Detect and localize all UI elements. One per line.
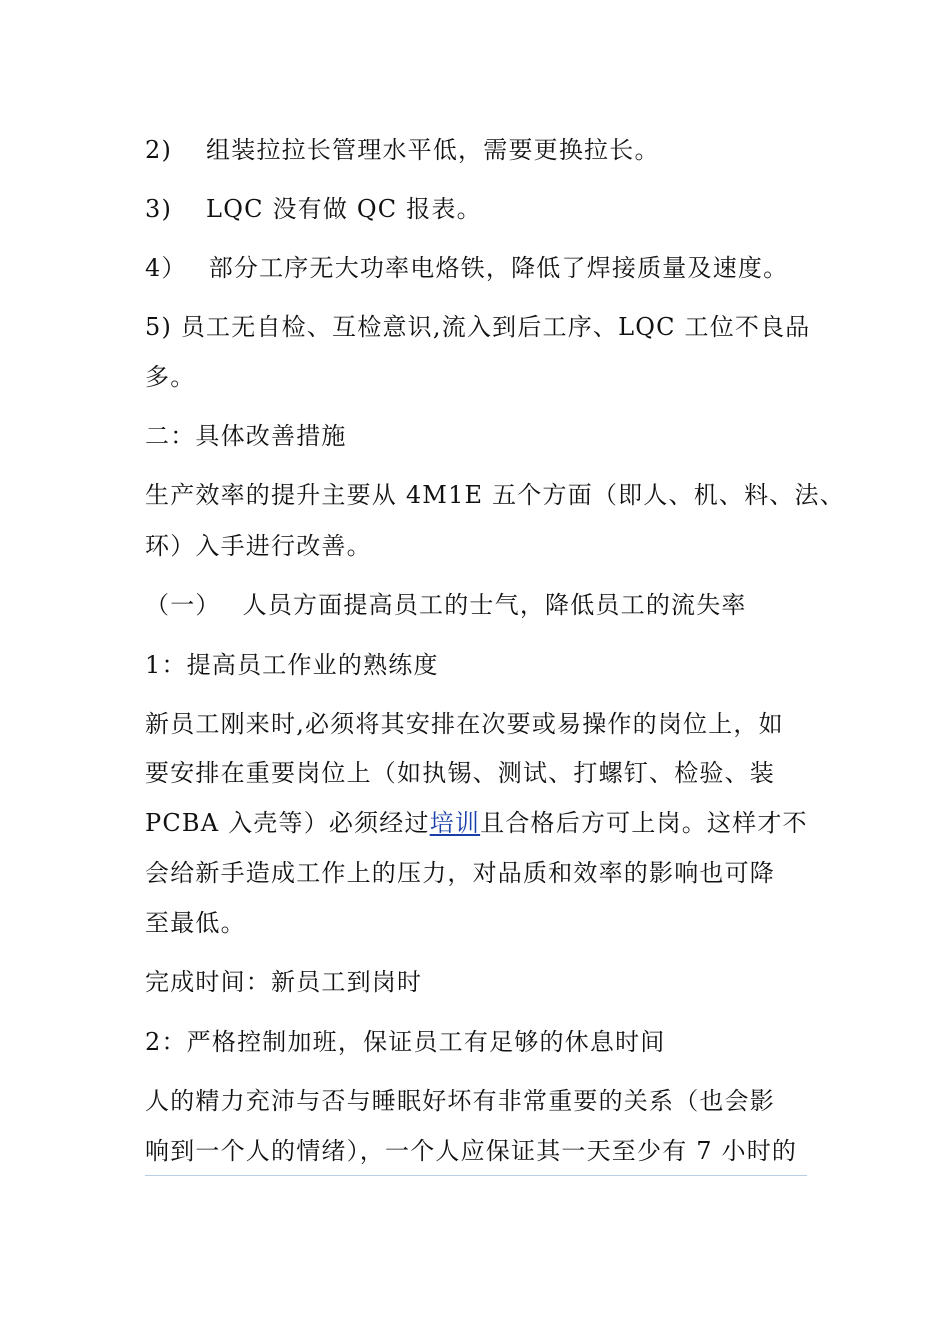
section-heading: 二：具体改善措施 (145, 422, 347, 450)
list-item-3: 3) LQC 没有做 QC 报表。 (145, 195, 482, 223)
point-1-body-line-3-after: 且合格后方可上岗。这样才不 (480, 809, 808, 837)
section-intro-line-2: 环）入手进行改善。 (145, 532, 372, 560)
point-2-body-line-2: 响到一个人的情绪），一个人应保证其一天至少有 7 小时的 (145, 1137, 798, 1165)
point-1-title: 1：提高员工作业的熟练度 (145, 651, 439, 679)
list-item-4: 4） 部分工序无大功率电烙铁，降低了焊接质量及速度。 (145, 254, 789, 282)
point-1-body-line-4: 会给新手造成工作上的压力，对品质和效率的影响也可降 (145, 859, 775, 887)
subsection-heading: （一） 人员方面提高员工的士气，降低员工的流失率 (145, 591, 747, 619)
point-1-completion-time: 完成时间：新员工到岗时 (145, 968, 423, 996)
list-item-5-line-1: 5) 员工无自检、互检意识,流入到后工序、LQC 工位不良品 (145, 313, 811, 341)
point-2-body-line-1: 人的精力充沛与否与睡眠好坏有非常重要的关系（也会影 (145, 1087, 775, 1115)
point-2-title: 2：严格控制加班，保证员工有足够的休息时间 (145, 1028, 666, 1056)
training-link[interactable]: 培训 (429, 809, 481, 837)
section-intro-line-1: 生产效率的提升主要从 4M1E 五个方面（即人、机、料、法、 (145, 481, 845, 509)
point-1-body-line-5: 至最低。 (145, 909, 246, 937)
point-1-body-line-3-before: PCBA 入壳等）必须经过 (145, 809, 430, 837)
footer-divider (145, 1175, 807, 1176)
list-item-2: 2) 组装拉拉长管理水平低，需要更换拉长。 (145, 136, 660, 164)
list-item-5-line-2: 多。 (145, 363, 196, 391)
point-1-body-line-3 (145, 808, 808, 838)
point-1-body-line-1: 新员工刚来时,必须将其安排在次要或易操作的岗位上，如 (145, 710, 784, 738)
point-1-body-line-2: 要安排在重要岗位上（如执锡、测试、打螺钉、检验、装 (145, 759, 775, 787)
